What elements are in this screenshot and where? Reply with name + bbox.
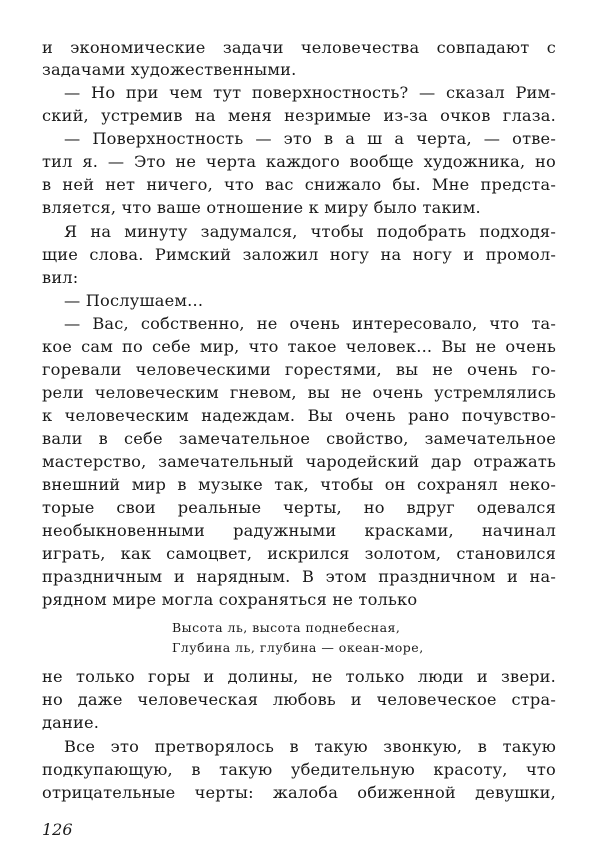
text-line: играть, как самоцвет, искрился золотом, становился bbox=[42, 544, 556, 563]
text-line: необыкновенными радужными красками, начинал bbox=[42, 521, 556, 540]
text-line: к человеческим надеждам. Вы очень рано почувство- bbox=[42, 406, 556, 425]
text-line: в ней нет ничего, что вас снижало бы. Мне предста- bbox=[42, 175, 556, 194]
text-line: — Поверхностность — это в а ш а черта, — отве- bbox=[64, 129, 556, 148]
text-line: подкупающую, в такую убедительную красоту, что bbox=[42, 760, 556, 779]
text-line: вил: bbox=[42, 268, 79, 287]
text-line: тил я. — Это не черта каждого вообще художника, но bbox=[42, 152, 556, 171]
text-line: — Но при чем тут поверхностность? — сказал Рим- bbox=[64, 83, 556, 102]
text-line: горевали человеческими горестями, вы не очень го- bbox=[42, 360, 556, 379]
text-line: мастерство, замечательный чародейский дар отражать bbox=[42, 452, 556, 471]
text-line: внешний мир в музыке так, чтобы он сохранял неко- bbox=[42, 475, 556, 494]
text-line: не только горы и долины, не только люди и звери. bbox=[42, 667, 556, 686]
text-line: — Вас, собственно, не очень интересовало, что та- bbox=[64, 314, 556, 333]
verse-line: Глубина ль, глубина — океан-море, bbox=[172, 640, 424, 655]
text-line: вали в себе замечательное свойство, замечательное bbox=[42, 429, 556, 448]
text-line: торые свои реальные черты, но вдруг одевался bbox=[42, 498, 556, 517]
text-line: рядном мире могла сохраняться не только bbox=[42, 590, 418, 609]
text-line: щие слова. Римский заложил ногу на ногу и промол- bbox=[42, 245, 556, 264]
text-line: праздничным и нарядным. В этом праздничном и на- bbox=[42, 567, 556, 586]
text-line: вляется, что ваше отношение к миру было таким. bbox=[42, 198, 481, 217]
text-line: Все это претворялось в такую звонкую, в такую bbox=[64, 737, 556, 756]
text-line: отрицательные черты: жалоба обиженной девушки, bbox=[42, 783, 556, 802]
text-line: но даже человеческая любовь и человеческое стра- bbox=[42, 690, 556, 709]
text-line: рели человеческим гневом, вы не очень устремлялись bbox=[42, 383, 556, 402]
text-line: кое сам по себе мир, что такое человек... Вы не очень bbox=[42, 337, 556, 356]
verse-line: Высота ль, высота поднебесная, bbox=[172, 620, 401, 635]
page-number: 126 bbox=[42, 820, 73, 839]
text-line: и экономические задачи человечества совпадают с bbox=[42, 38, 556, 57]
text-line: ский, устремив на меня незримые из-за очков глаза. bbox=[42, 106, 556, 125]
text-line: — Послушаем... bbox=[64, 291, 204, 310]
text-line: Я на минуту задумался, чтобы подобрать подходя- bbox=[64, 222, 556, 241]
text-line: дание. bbox=[42, 713, 100, 732]
text-line: задачами художественными. bbox=[42, 60, 297, 79]
